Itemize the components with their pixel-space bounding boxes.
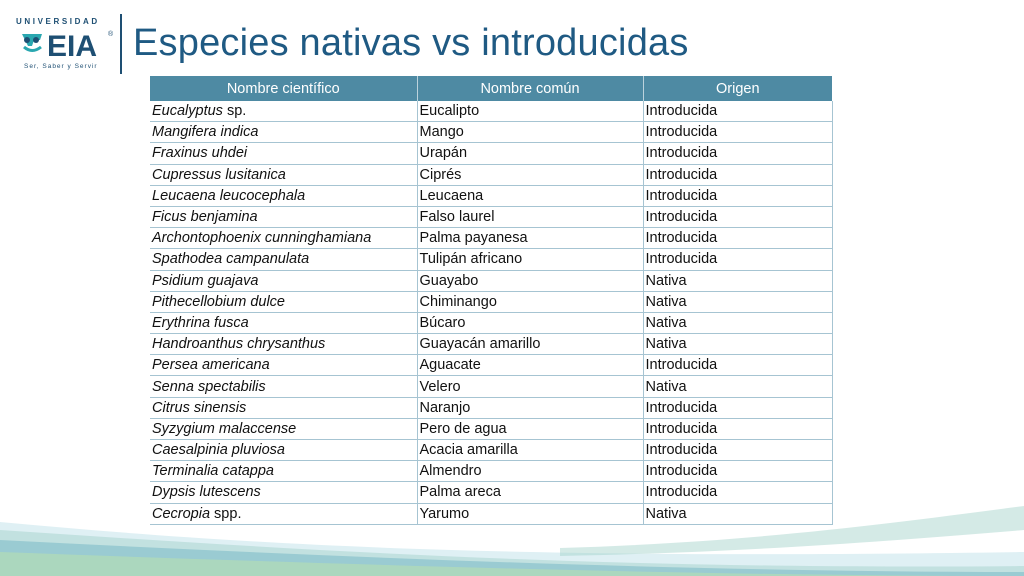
cell-common-name: Palma payanesa (417, 228, 643, 249)
scientific-name-text: Psidium guajava (152, 272, 259, 289)
cell-origin: Introducida (643, 440, 832, 461)
scientific-name-text: Persea americana (152, 357, 270, 374)
cell-origin: Nativa (643, 334, 832, 355)
cell-scientific-name (150, 291, 417, 312)
table-row (150, 185, 832, 206)
cell-scientific-name (150, 206, 417, 227)
cell-scientific-name (150, 185, 417, 206)
table-body (150, 101, 832, 524)
cell-scientific-name (150, 164, 417, 185)
scientific-name-text: Terminalia catappa (152, 463, 274, 480)
scientific-name-text: Spathodea campanulata (152, 251, 310, 268)
table-row (150, 334, 832, 355)
scientific-name-text: Mangifera indica (152, 124, 259, 141)
cell-scientific-name (150, 249, 417, 270)
cell-common-name: Urapán (417, 143, 643, 164)
logo-mark-icon (22, 34, 42, 51)
logo-registered-mark: ® (108, 31, 114, 38)
cell-origin: Introducida (643, 122, 832, 143)
cell-scientific-name (150, 418, 417, 439)
logo-university-label: UNIVERSIDAD (16, 17, 100, 26)
cell-scientific-name (150, 461, 417, 482)
cell-origin: Introducida (643, 101, 832, 122)
scientific-name-text: Erythrina fusca (152, 314, 249, 331)
table-row (150, 164, 832, 185)
table-header (150, 76, 832, 101)
cell-origin: Nativa (643, 312, 832, 333)
cell-common-name: Eucalipto (417, 101, 643, 122)
cell-common-name: Chiminango (417, 291, 643, 312)
cell-common-name: Acacia amarilla (417, 440, 643, 461)
table-row (150, 291, 832, 312)
cell-scientific-name (150, 122, 417, 143)
cell-common-name: Pero de agua (417, 418, 643, 439)
cell-common-name: Búcaro (417, 312, 643, 333)
slide-title: Especies nativas vs introducidas (133, 22, 689, 64)
scientific-name-text: Syzygium malaccense (152, 420, 297, 437)
table-row (150, 355, 832, 376)
cell-scientific-name (150, 270, 417, 291)
scientific-name-text: Dypsis lutescens (152, 484, 261, 501)
table-row (150, 397, 832, 418)
cell-origin: Introducida (643, 397, 832, 418)
scientific-name-text: Cecropia (152, 505, 211, 522)
cell-origin: Nativa (643, 270, 832, 291)
cell-common-name: Guayacán amarillo (417, 334, 643, 355)
scientific-name-text: Leucaena leucocephala (152, 187, 306, 204)
logo-tagline: Ser, Saber y Servir (24, 63, 98, 70)
table-row (150, 249, 832, 270)
scientific-name-suffix: spp. (210, 505, 242, 522)
cell-scientific-name (150, 355, 417, 376)
scientific-name-text: Fraxinus uhdei (152, 145, 248, 162)
logo-divider (120, 14, 122, 74)
eia-logo-graphic (14, 14, 122, 74)
cell-scientific-name (150, 397, 417, 418)
cell-origin: Introducida (643, 461, 832, 482)
header-scientific-name: Nombre científico (150, 76, 417, 101)
species-table-container (150, 76, 832, 525)
cell-common-name: Aguacate (417, 355, 643, 376)
cell-common-name: Tulipán africano (417, 249, 643, 270)
cell-common-name: Almendro (417, 461, 643, 482)
cell-origin: Nativa (643, 503, 832, 524)
cell-common-name: Ciprés (417, 164, 643, 185)
scientific-name-text: Senna spectabilis (152, 378, 266, 395)
cell-origin: Introducida (643, 482, 832, 503)
cell-scientific-name (150, 101, 417, 122)
header-common-name: Nombre común (417, 76, 643, 101)
cell-scientific-name (150, 440, 417, 461)
cell-origin: Introducida (643, 228, 832, 249)
scientific-name-text: Citrus sinensis (152, 399, 247, 416)
cell-scientific-name (150, 228, 417, 249)
table-row (150, 122, 832, 143)
cell-common-name: Mango (417, 122, 643, 143)
table-header-row (150, 76, 832, 101)
cell-common-name: Falso laurel (417, 206, 643, 227)
cell-origin: Introducida (643, 249, 832, 270)
scientific-name-text: Eucalyptus (152, 103, 223, 120)
table-row (150, 270, 832, 291)
scientific-name-text: Archontophoenix cunninghamiana (152, 230, 372, 247)
scientific-name-text: Caesalpinia pluviosa (152, 442, 285, 459)
table-row (150, 418, 832, 439)
cell-scientific-name (150, 376, 417, 397)
university-logo (14, 14, 122, 74)
cell-scientific-name (150, 143, 417, 164)
table-row (150, 206, 832, 227)
table-row (150, 376, 832, 397)
cell-origin: Nativa (643, 376, 832, 397)
cell-origin: Introducida (643, 164, 832, 185)
cell-common-name: Naranjo (417, 397, 643, 418)
scientific-name-text: Handroanthus chrysanthus (152, 336, 326, 353)
cell-origin: Introducida (643, 206, 832, 227)
scientific-name-suffix: sp. (222, 103, 247, 120)
cell-common-name: Leucaena (417, 185, 643, 206)
header-origin: Origen (643, 76, 832, 101)
cell-origin: Introducida (643, 185, 832, 206)
logo-name: EIA (47, 30, 98, 63)
cell-scientific-name (150, 312, 417, 333)
decorative-waves (0, 500, 1024, 576)
scientific-name-text: Ficus benjamina (152, 209, 258, 226)
cell-common-name: Velero (417, 376, 643, 397)
cell-origin: Nativa (643, 291, 832, 312)
species-table (150, 76, 833, 525)
table-row (150, 440, 832, 461)
cell-scientific-name (150, 334, 417, 355)
cell-common-name: Yarumo (417, 503, 643, 524)
cell-origin: Introducida (643, 418, 832, 439)
cell-common-name: Guayabo (417, 270, 643, 291)
table-row (150, 143, 832, 164)
table-row (150, 228, 832, 249)
cell-origin: Introducida (643, 355, 832, 376)
cell-common-name: Palma areca (417, 482, 643, 503)
table-row (150, 312, 832, 333)
scientific-name-text: Cupressus lusitanica (152, 166, 286, 183)
table-row (150, 101, 832, 122)
scientific-name-text: Pithecellobium dulce (152, 293, 285, 310)
table-row (150, 461, 832, 482)
cell-origin: Introducida (643, 143, 832, 164)
